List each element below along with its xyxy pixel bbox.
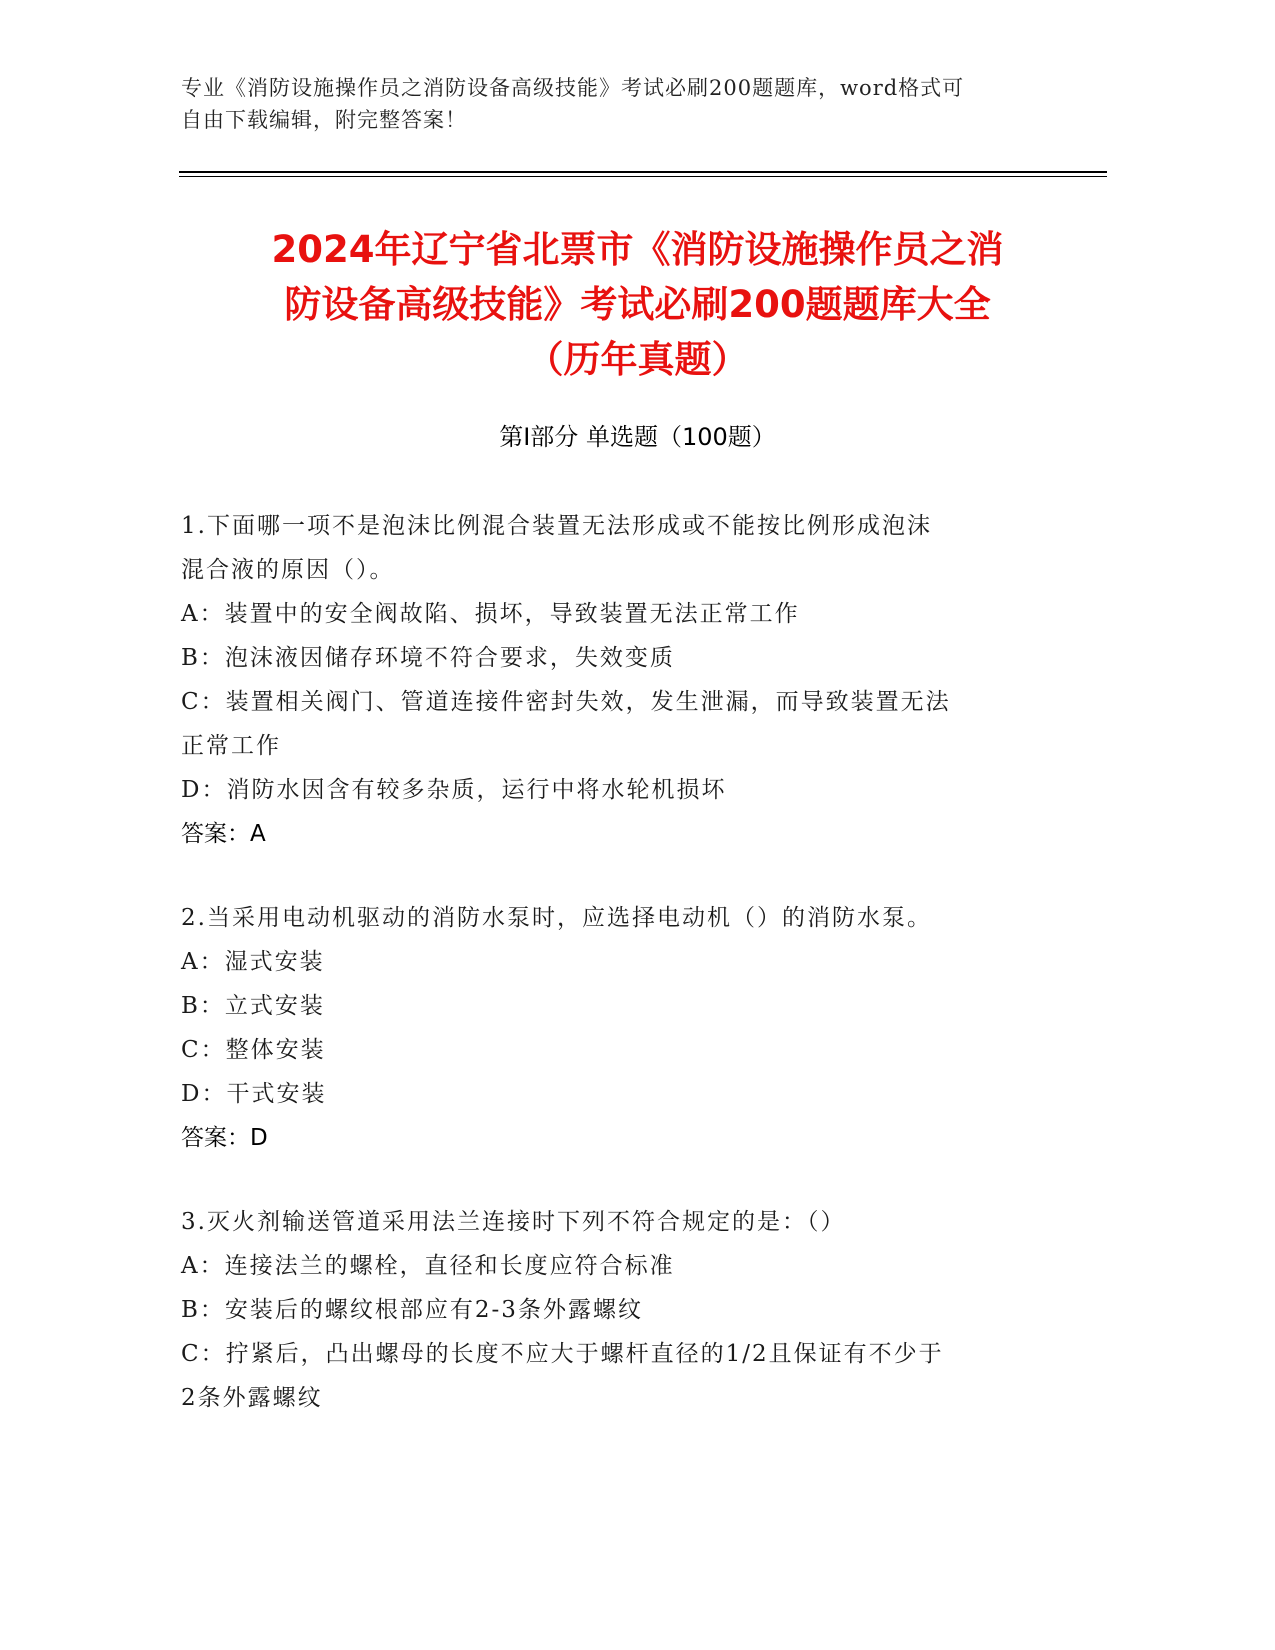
header-divider-thin	[179, 176, 1107, 177]
question-1-option-d: D：消防水因含有较多杂质，运行中将水轮机损坏	[181, 777, 727, 803]
question-1	[181, 504, 1041, 856]
question-3-option-c-line-2: 2条外露螺纹	[181, 1385, 323, 1411]
question-3-stem: 3.灭火剂输送管道采用法兰连接时下列不符合规定的是：（）	[181, 1209, 846, 1235]
question-2-answer: 答案：D	[181, 1125, 268, 1151]
document-title-line-2: 防设备高级技能》考试必刷200题题库大全	[284, 283, 991, 326]
question-1-answer: 答案：A	[181, 821, 266, 847]
question-3	[181, 1200, 1041, 1420]
header-divider-thick	[179, 171, 1107, 173]
question-3-option-c-line-1: C：拧紧后，凸出螺母的长度不应大于螺杆直径的1/2且保证有不少于	[181, 1341, 944, 1367]
document-title-line-3: （历年真题）	[526, 338, 749, 381]
question-1-option-a: A：装置中的安全阀故陷、损坏，导致装置无法正常工作	[181, 601, 800, 627]
question-3-option-b: B：安装后的螺纹根部应有2-3条外露螺纹	[181, 1297, 643, 1323]
header-note-line-2: 自由下载编辑，附完整答案！	[181, 108, 467, 132]
question-1-option-c-line-2: 正常工作	[181, 733, 281, 759]
question-list	[181, 504, 1041, 1460]
question-3-option-a: A：连接法兰的螺栓，直径和长度应符合标准	[181, 1253, 675, 1279]
question-2-stem: 2.当采用电动机驱动的消防水泵时，应选择电动机（）的消防水泵。	[181, 905, 932, 931]
question-1-option-c-line-1: C：装置相关阀门、管道连接件密封失效，发生泄漏，而导致装置无法	[181, 689, 951, 715]
question-1-stem-line-1: 1.下面哪一项不是泡沫比例混合装置无法形成或不能按比例形成泡沫	[181, 513, 932, 539]
question-2	[181, 896, 1041, 1160]
question-1-option-b: B：泡沫液因储存环境不符合要求，失效变质	[181, 645, 675, 671]
header-note-line-1: 专业《消防设施操作员之消防设备高级技能》考试必刷200题题库，word格式可	[181, 76, 965, 100]
document-title	[170, 222, 1105, 387]
question-2-option-d: D：干式安装	[181, 1081, 327, 1107]
question-2-option-c: C：整体安装	[181, 1037, 326, 1063]
question-1-stem-line-2: 混合液的原因（）。	[181, 557, 395, 583]
question-2-option-a: A：湿式安装	[181, 949, 325, 975]
section-title: 第Ⅰ部分 单选题（100题）	[499, 423, 776, 451]
document-title-line-1: 2024年辽宁省北票市《消防设施操作员之消	[271, 228, 1004, 271]
question-2-option-b: B：立式安装	[181, 993, 325, 1019]
header-note	[181, 72, 1031, 136]
